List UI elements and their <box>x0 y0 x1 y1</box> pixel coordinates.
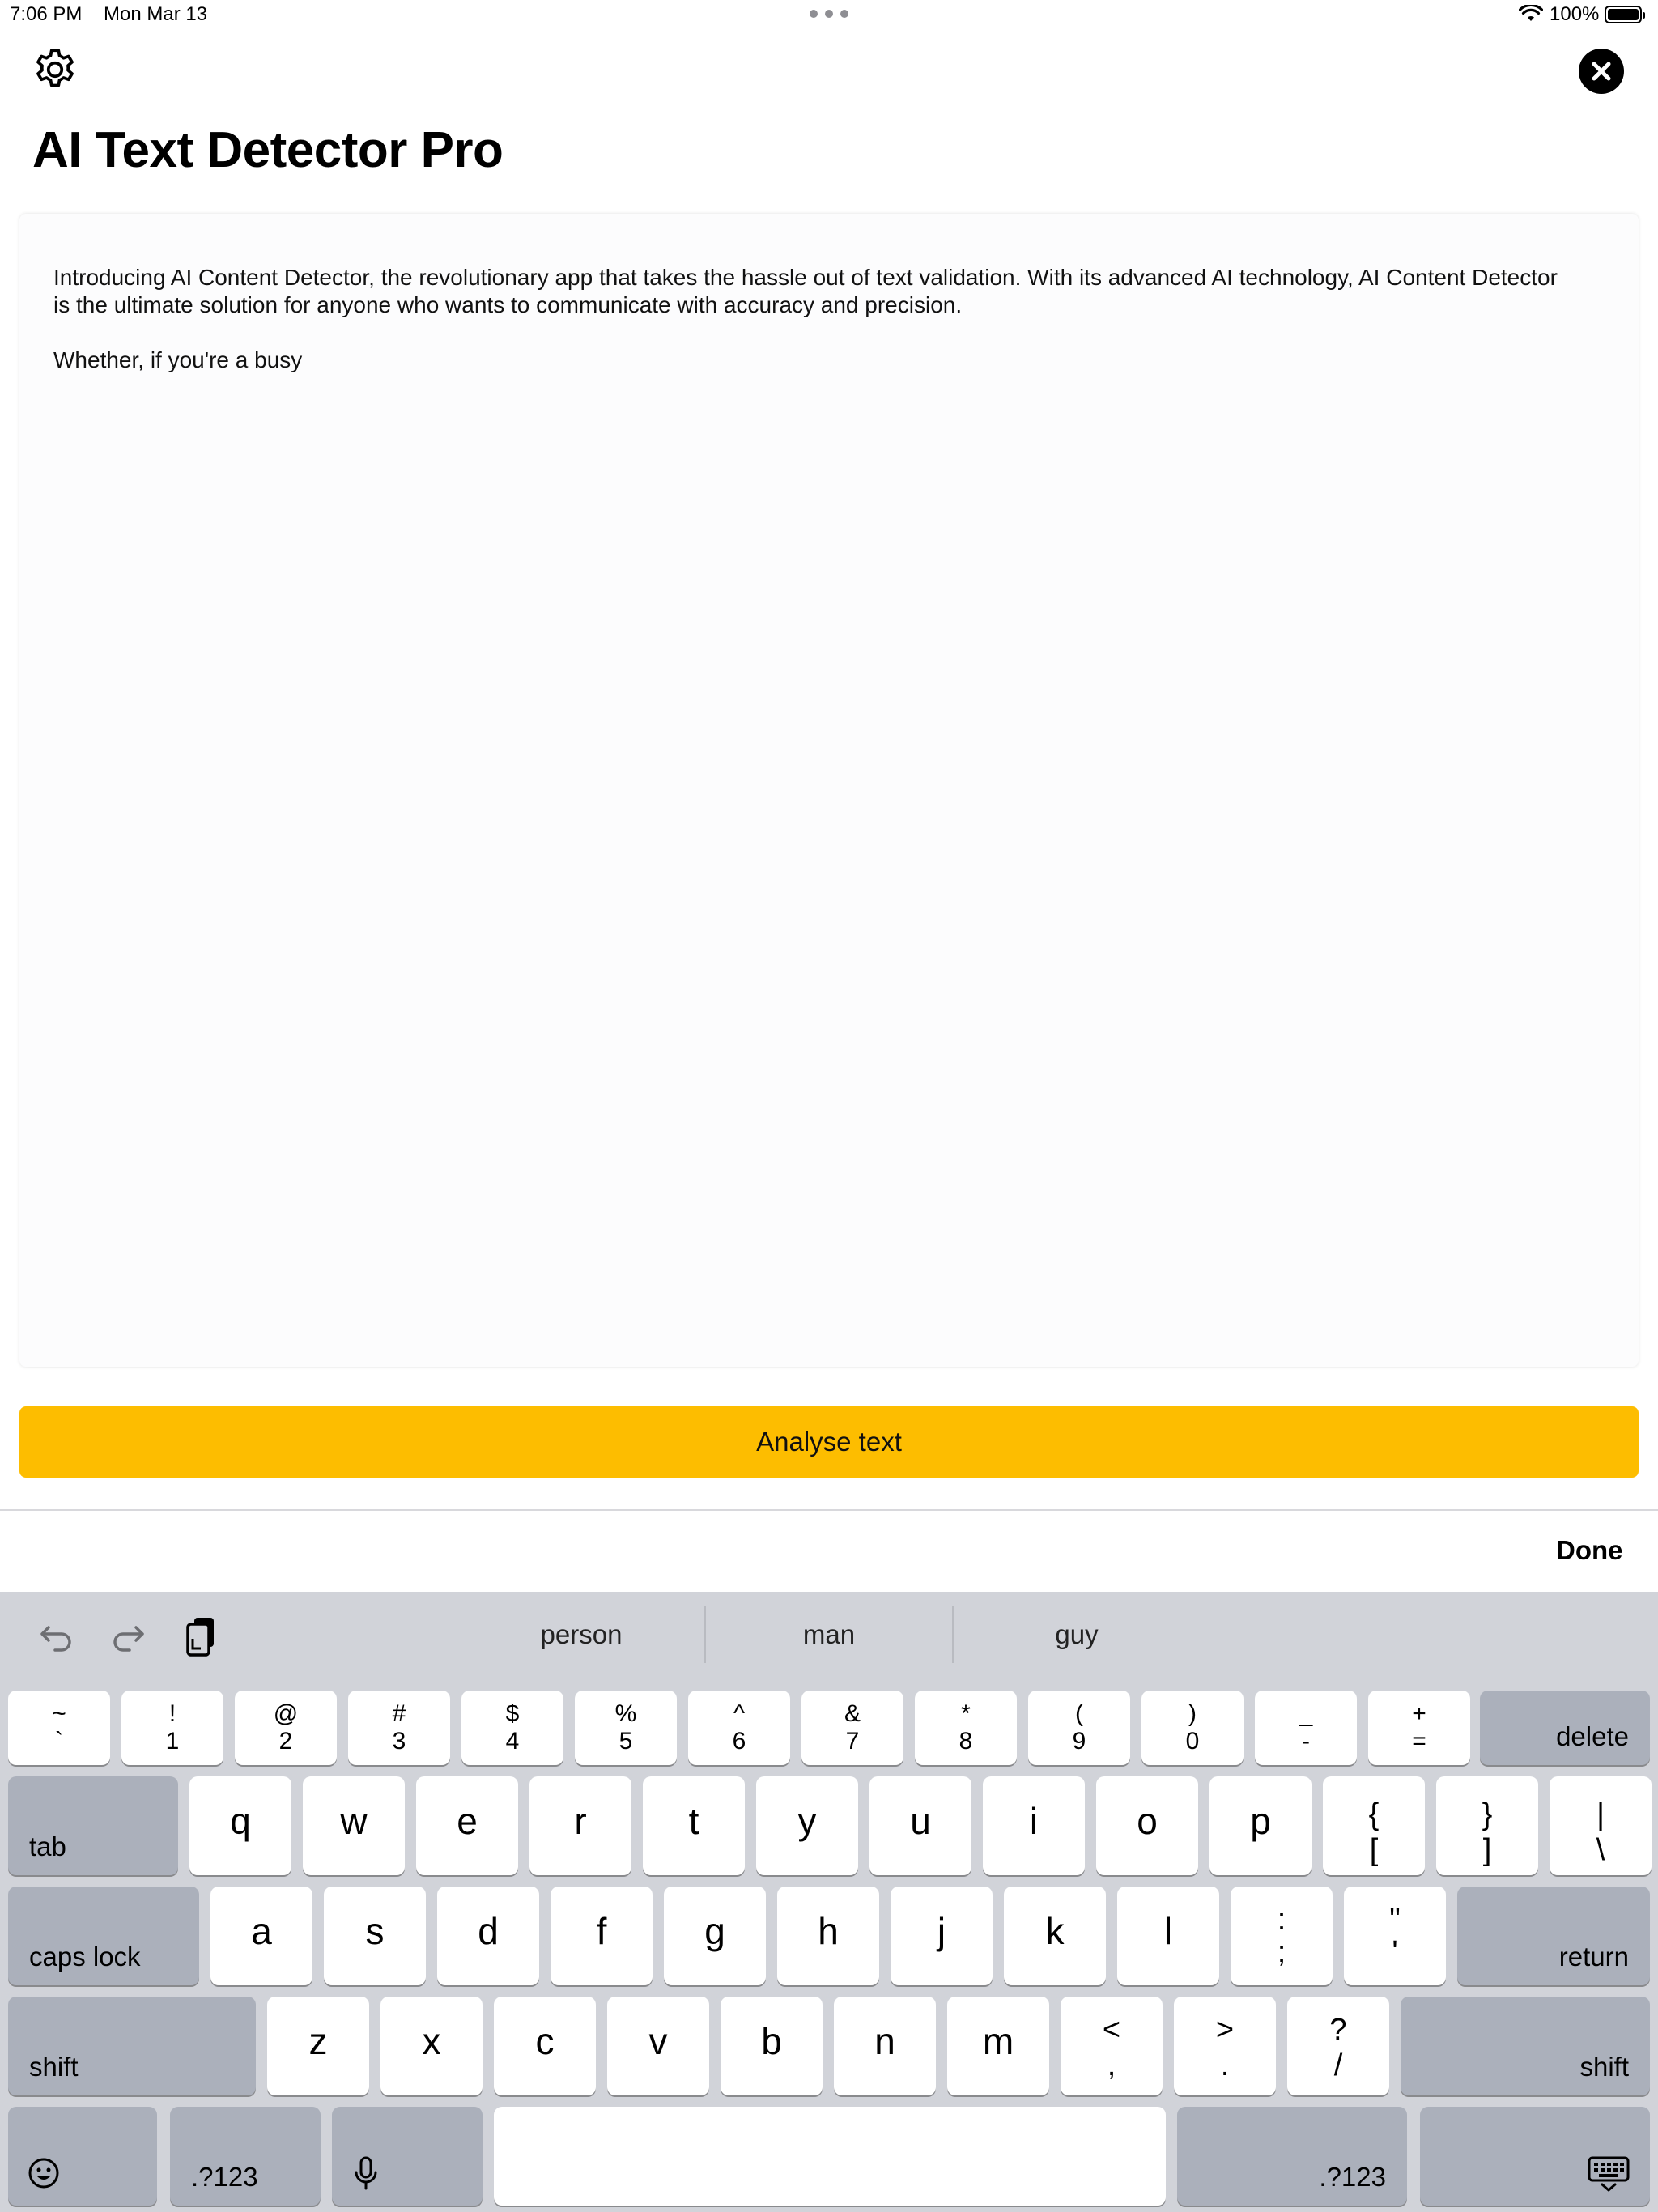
key-shift-symbol: ^ <box>733 1700 746 1727</box>
emoji-icon <box>28 2157 60 2189</box>
key-letter: m <box>982 2020 1014 2062</box>
microphone-icon <box>353 2155 379 2191</box>
key-number-4[interactable] <box>461 1691 563 1765</box>
key-h[interactable] <box>777 1887 879 1985</box>
key-shift-symbol: _ <box>1299 1700 1313 1727</box>
key-letter: y <box>797 1800 817 1842</box>
key-i[interactable] <box>983 1776 1085 1875</box>
key-o[interactable] <box>1096 1776 1198 1875</box>
key-number-8[interactable] <box>915 1691 1017 1765</box>
key-bracket-symbol-1[interactable] <box>1436 1776 1538 1875</box>
numbers-left-key[interactable] <box>170 2107 321 2206</box>
divider <box>952 1606 954 1663</box>
divider <box>0 1509 1658 1511</box>
key-c[interactable] <box>494 1997 596 2095</box>
key-shift-symbol: ~ <box>52 1700 66 1727</box>
key-slash-symbol-1[interactable] <box>1174 1997 1276 2095</box>
multitasking-dots-icon[interactable] <box>810 10 848 21</box>
key-letter: z <box>308 2020 328 2062</box>
key-symbol: / <box>1333 2048 1343 2082</box>
key-symbol: . <box>1220 2048 1230 2082</box>
key-slash-symbol-2[interactable] <box>1287 1997 1389 2095</box>
shift-left-key[interactable] <box>8 1997 256 2095</box>
key-symbol: 0 <box>1185 1728 1200 1755</box>
key-symbol: 4 <box>505 1728 520 1755</box>
key-symbol: ; <box>1277 1935 1286 1969</box>
return-key-label: return <box>1558 1942 1629 1972</box>
tab-key-label: tab <box>29 1831 66 1861</box>
numbers-right-key-label: .?123 <box>1319 2162 1386 2192</box>
key-number-10[interactable] <box>1141 1691 1244 1765</box>
key-symbol: 3 <box>392 1728 406 1755</box>
key-number-0[interactable] <box>8 1691 110 1765</box>
key-m[interactable] <box>947 1997 1049 2095</box>
key-symbol: 2 <box>278 1728 293 1755</box>
key-s[interactable] <box>324 1887 426 1985</box>
key-symbol: ' <box>1392 1935 1398 1969</box>
key-letter: s <box>365 1910 385 1952</box>
key-w[interactable] <box>303 1776 405 1875</box>
divider <box>704 1606 706 1663</box>
close-icon <box>1579 49 1624 94</box>
key-bracket-symbol-2[interactable] <box>1550 1776 1652 1875</box>
key-shift-symbol: * <box>961 1700 971 1727</box>
key-number-12[interactable] <box>1368 1691 1470 1765</box>
key-shift-symbol: & <box>844 1700 861 1727</box>
key-g[interactable] <box>664 1887 766 1985</box>
key-symbol: 9 <box>1072 1728 1086 1755</box>
key-j[interactable] <box>891 1887 993 1985</box>
key-symbol: [ <box>1369 1833 1379 1867</box>
battery-icon <box>1605 6 1642 23</box>
key-number-7[interactable] <box>801 1691 903 1765</box>
key-letter: c <box>535 2020 555 2062</box>
status-date: Mon Mar 13 <box>104 3 208 25</box>
key-shift-symbol: > <box>1215 2013 1235 2047</box>
key-number-1[interactable] <box>121 1691 223 1765</box>
key-number-11[interactable] <box>1255 1691 1357 1765</box>
key-shift-symbol: % <box>614 1700 637 1727</box>
key-symbol: \ <box>1596 1833 1605 1867</box>
key-shift-symbol: ! <box>168 1700 176 1727</box>
numbers-right-key[interactable] <box>1177 2107 1407 2206</box>
suggestion-man[interactable]: man <box>802 1619 856 1649</box>
key-shift-symbol: @ <box>273 1700 299 1727</box>
shift-left-key-label: shift <box>29 2052 79 2082</box>
key-x[interactable] <box>380 1997 483 2095</box>
key-punct-symbol-1[interactable] <box>1344 1887 1446 1985</box>
key-f[interactable] <box>551 1887 653 1985</box>
key-n[interactable] <box>834 1997 936 2095</box>
key-symbol: - <box>1302 1728 1310 1755</box>
key-letter: r <box>574 1800 587 1842</box>
key-r[interactable] <box>529 1776 631 1875</box>
key-number-9[interactable] <box>1028 1691 1130 1765</box>
text-content[interactable]: Introducing AI Content Detector, the revolutionary app that takes the hassle out of text validation. With its advanced AI technology, AI Content Detector is the ultimate solution for anyone who wants to communicate with accuracy and precision. Whether, if you're a busy <box>53 265 1558 372</box>
keyboard-dismiss-icon <box>1587 2155 1630 2193</box>
key-symbol: , <box>1107 2048 1116 2082</box>
key-l[interactable] <box>1117 1887 1219 1985</box>
status-time: 7:06 PM <box>10 3 83 25</box>
key-letter: j <box>937 1910 946 1952</box>
key-letter: g <box>704 1910 725 1952</box>
gear-icon[interactable] <box>31 45 79 94</box>
numbers-left-key-label: .?123 <box>191 2162 258 2192</box>
battery-percent: 100% <box>1550 3 1600 25</box>
key-punct-symbol-0[interactable] <box>1231 1887 1333 1985</box>
key-letter: a <box>251 1910 272 1952</box>
return-key[interactable] <box>1457 1887 1650 1985</box>
space-key[interactable] <box>494 2107 1166 2206</box>
key-shift-symbol: " <box>1389 1903 1401 1937</box>
key-letter: e <box>457 1800 478 1842</box>
key-shift-symbol: ) <box>1188 1700 1197 1727</box>
key-shift-symbol: ? <box>1329 2013 1347 2047</box>
key-symbol: ] <box>1482 1833 1492 1867</box>
key-letter: n <box>874 2020 895 2062</box>
key-shift-symbol: + <box>1412 1700 1426 1727</box>
key-symbol: 6 <box>732 1728 746 1755</box>
key-a[interactable] <box>210 1887 312 1985</box>
dictation-key[interactable] <box>332 2107 483 2206</box>
key-letter: i <box>1029 1800 1039 1842</box>
shift-right-key[interactable] <box>1401 1997 1650 2095</box>
key-z[interactable] <box>267 1997 369 2095</box>
key-symbol: ` <box>55 1728 63 1755</box>
key-letter: o <box>1137 1800 1158 1842</box>
dismiss-keyboard-key[interactable] <box>1420 2107 1650 2206</box>
key-shift-symbol: : <box>1277 1903 1286 1937</box>
key-number-5[interactable] <box>575 1691 677 1765</box>
key-number-2[interactable] <box>235 1691 337 1765</box>
key-letter: v <box>648 2020 668 2062</box>
key-letter: u <box>910 1800 931 1842</box>
key-number-6[interactable] <box>688 1691 790 1765</box>
key-shift-symbol: # <box>392 1700 406 1727</box>
key-symbol: 8 <box>959 1728 973 1755</box>
key-p[interactable] <box>1209 1776 1312 1875</box>
key-letter: b <box>761 2020 782 2062</box>
key-letter: f <box>596 1910 607 1952</box>
key-letter: x <box>422 2020 441 2062</box>
delete-key[interactable] <box>1480 1691 1650 1765</box>
key-shift-symbol: } <box>1482 1797 1493 1831</box>
key-bracket-symbol-0[interactable] <box>1323 1776 1425 1875</box>
key-shift-symbol: $ <box>505 1700 520 1727</box>
key-symbol: 5 <box>619 1728 633 1755</box>
suggestion-guy[interactable]: guy <box>1055 1619 1099 1649</box>
key-shift-symbol: ( <box>1075 1700 1083 1727</box>
key-letter: w <box>340 1800 368 1842</box>
key-letter: p <box>1250 1800 1271 1842</box>
key-k[interactable] <box>1004 1887 1106 1985</box>
tab-key[interactable] <box>8 1776 178 1875</box>
key-letter: l <box>1163 1910 1173 1952</box>
key-symbol: 1 <box>165 1728 180 1755</box>
paste-icon[interactable] <box>183 1614 222 1658</box>
suggestion-person[interactable]: person <box>540 1619 623 1649</box>
caps-lock-key[interactable] <box>8 1887 199 1985</box>
key-b[interactable] <box>721 1997 823 2095</box>
key-letter: q <box>230 1800 251 1842</box>
page-title: AI Text Detector Pro <box>32 122 504 178</box>
undo-icon[interactable] <box>37 1618 76 1653</box>
key-shift-symbol: < <box>1102 2013 1121 2047</box>
key-y[interactable] <box>756 1776 858 1875</box>
key-shift-symbol: { <box>1368 1797 1380 1831</box>
key-letter: d <box>478 1910 499 1952</box>
key-t[interactable] <box>643 1776 745 1875</box>
analyse-text-button[interactable]: Analyse text <box>19 1406 1639 1478</box>
key-letter: h <box>818 1910 839 1952</box>
key-e[interactable] <box>416 1776 518 1875</box>
key-v[interactable] <box>607 1997 709 2095</box>
shift-right-key-label: shift <box>1579 2052 1629 2082</box>
key-symbol: = <box>1412 1728 1426 1755</box>
delete-key-label: delete <box>1556 1721 1629 1751</box>
wifi-icon <box>1519 5 1543 23</box>
key-letter: k <box>1045 1910 1065 1952</box>
key-shift-symbol: | <box>1596 1797 1605 1831</box>
key-slash-symbol-0[interactable] <box>1061 1997 1163 2095</box>
key-u[interactable] <box>869 1776 971 1875</box>
key-number-3[interactable] <box>348 1691 450 1765</box>
done-button[interactable]: Done <box>1556 1535 1623 1565</box>
key-q[interactable] <box>189 1776 291 1875</box>
close-button[interactable] <box>1579 49 1624 94</box>
text-input-area[interactable] <box>19 214 1639 1367</box>
status-bar <box>0 0 1658 32</box>
redo-icon[interactable] <box>108 1618 147 1653</box>
caps-lock-key-label: caps lock <box>29 1942 141 1972</box>
key-symbol: 7 <box>845 1728 860 1755</box>
emoji-key[interactable] <box>8 2107 157 2206</box>
key-letter: t <box>688 1800 699 1842</box>
key-d[interactable] <box>437 1887 539 1985</box>
